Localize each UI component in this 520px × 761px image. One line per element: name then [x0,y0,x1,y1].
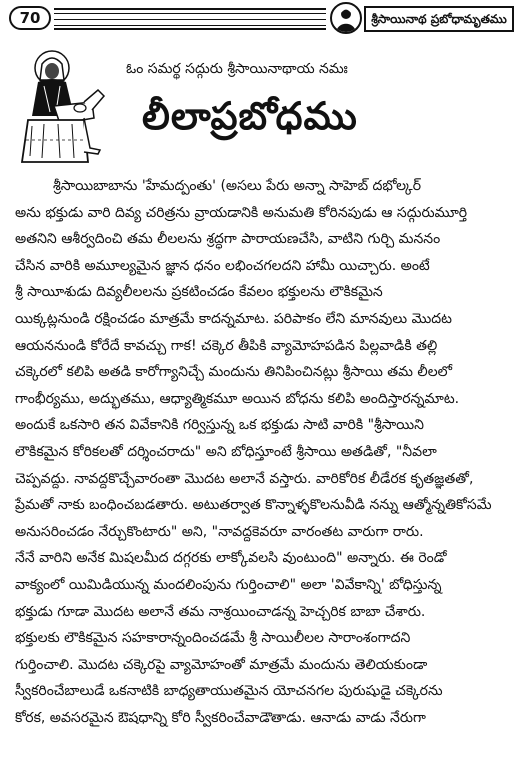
header-portrait-image [330,2,362,34]
running-title: శ్రీసాయినాథ ప్రబోధామృతము [364,6,514,32]
text-line: కోరక, అవసరమైన ఔషధాన్ని కోరి స్వీకరించేవాడౌతాడు. ఆనాడు వాడు నేరుగా [15,709,426,726]
page-number: 70 [9,6,51,30]
text-line: వాక్యంలో యిమిడియున్న మందలింపును గుర్తించాలి" అలా 'వివేకాన్ని' బోధిస్తున్న [15,576,442,593]
text-line: గుర్తించాలి. మొదట చక్కెరపై వ్యామోహంతో మాత్రమే మందును తెలియకుండా [15,656,428,673]
text-line: భక్తుడు గూడా మొదట అలానే తమ నాశ్రయించాడన్న హెచ్చరిక బాబా చేశారు. [15,603,426,620]
text-line: నేనే వారిని అనేక మిషలమీద దగ్గరకు లాక్కోవలసి వుంటుంది" అన్నారు. ఈ రెండో [15,550,447,567]
text-line: స్వీకరించేబాలుడే ఒకనాటికి బాధ్యతాయుతమైన యోచనగల పురుషుడై చక్కెరను [15,683,443,700]
text-line: చెప్పవద్దు. నావద్దకొచ్చేవారంతా మొదట అలానే వస్తారు. వారికోరిక లీడేరక కృతజ్ఞతతో, [15,470,474,487]
text-line: లౌకికమైన కోరికలతో దర్శించరాదు" అని బోధిస్తూంటే శ్రీసాయి అతడితో, "నీవలా [15,443,437,460]
saint-illustration [14,44,122,166]
text-line: అను భక్తుడు వారి దివ్య చరిత్రను వ్రాయడానికి అనుమతి కోరినపుడు ఆ సద్గురుమూర్తి [15,204,468,221]
chapter-title: లీలాప్రబోధము [142,94,358,138]
invocation-line: ఓం సమర్థ సద్గురు శ్రీసాయినాథాయ నమః [126,61,348,77]
text-line: అతనిని ఆశీర్వదించి తమ లీలలను శ్రద్ధగా పారాయణచేసి, వాటిని గుర్చి మననం [15,231,441,248]
header-decorative-rule [54,8,326,30]
text-line: ఆయననుండి కోరేదే కావచ్చు గాక! చక్కెర తీపికి వ్యామోహపడిన పిల్లవాడికి తల్లి [15,337,438,354]
text-line: అందుకే ఒకసారి తన వివేకానికి గర్విస్తున్న ఒక భక్తుడు సాటి వారికి "శ్రీసాయిని [15,417,424,434]
text-line: శ్రీ సాయీశుడు దివ్యలీలలను ప్రకటించడం కేవలం భక్తులను లౌకికమైన [15,284,383,301]
page-header [0,0,520,40]
text-line: చక్కెరలో కలిపి అతడి కారోగ్యానిచ్చే మందును తినిపించినట్లు శ్రీసాయి తమ లీలలో [15,364,453,381]
text-line: ప్రేమతో నాకు బంధించబడతారు. అటుతర్వాత కొన్నాళ్ళకొలనువీడి నన్ను ఆత్మోన్నతికోసమే [15,497,492,514]
text-line: శ్రీసాయిబాబాను 'హేమద్పంతు' (అసలు పేరు అన్నా సాహెబ్ దభోల్కర్ [53,178,421,194]
text-line: భక్తులకు లౌకికమైన సహకారాన్నందించడమే శ్రీ సాయిలీలల సారాంశంగాదని [15,630,411,647]
text-line: గాంభీర్యము, అద్భుతము, ఆధ్యాత్మికమూ అయిన బోధను కలిపి అందిస్తారన్నమాట. [15,390,460,407]
text-line: అనుసరించడం నేర్చుకొంటారు" అని, "నావద్దకెవరూ వారంతట వారుగా రారు. [15,523,424,540]
body-paragraph [15,173,510,731]
text-line: చేసిన వారికి అమూల్యమైన జ్ఞాన ధనం లభించగలదని హామీ యిచ్చారు. అంటే [15,257,430,274]
text-line: యిక్కట్లనుండి రక్షించడం మాత్రమే కాదన్నమాట. పరిపాకం లేని మానవులు మొదట [15,310,452,327]
